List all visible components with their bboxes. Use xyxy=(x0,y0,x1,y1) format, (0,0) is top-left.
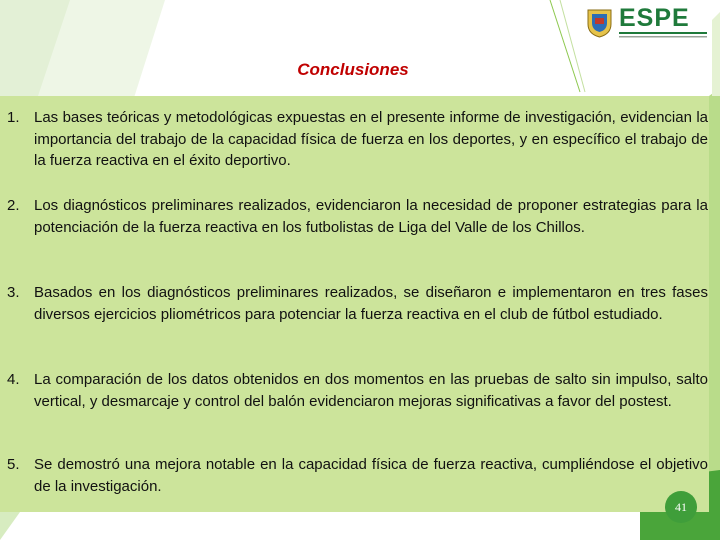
conclusion-item xyxy=(7,454,708,497)
conclusion-item xyxy=(7,195,708,238)
conclusion-text: Basados en los diagnósticos preliminares realizados, se diseñaron e implementaron en tres fases diversos ejercicios pliométricos para potenciar la fuerza reactiva en el club de fútbol estudiado. xyxy=(34,284,708,323)
conclusion-text: Los diagnósticos preliminares realizados, evidenciaron la necesidad de proponer estrategias para la potenciación de la fuerza reactiva en los futbolistas de Liga del Valle de los Chillos. xyxy=(34,197,708,236)
logo-subtitle-lines xyxy=(619,32,707,38)
slide-title: Conclusiones xyxy=(297,60,409,79)
conclusion-number: 1. xyxy=(7,109,20,126)
espe-wordmark: ESPE xyxy=(619,4,690,32)
conclusion-text: Las bases teóricas y metodológicas expuestas en el presente informe de investigación, evidencian la importancia del trabajo de la capacidad física de fuerza en los deportes, y en específico el trabajo de la fuerza reactiva en el éxito deportivo. xyxy=(34,109,708,169)
conclusion-item xyxy=(7,369,708,412)
conclusion-number: 2. xyxy=(7,197,20,214)
conclusion-text: Se demostró una mejora notable en la capacidad física de fuerza reactiva, cumpliéndose el objetivo de la investigación. xyxy=(34,456,708,495)
conclusion-number: 4. xyxy=(7,371,20,388)
espe-crest-icon xyxy=(586,8,613,38)
espe-logo xyxy=(583,6,709,40)
conclusion-item xyxy=(7,107,708,172)
conclusion-number: 5. xyxy=(7,456,20,473)
conclusion-number: 3. xyxy=(7,284,20,301)
page-number-badge: 41 xyxy=(665,491,697,523)
conclusion-item xyxy=(7,282,708,325)
conclusion-text: La comparación de los datos obtenidos en dos momentos en las pruebas de salto sin impulso, salto vertical, y desmarcaje y control del balón evidenciaron mejoras significativas a favor del postest. xyxy=(34,371,708,410)
